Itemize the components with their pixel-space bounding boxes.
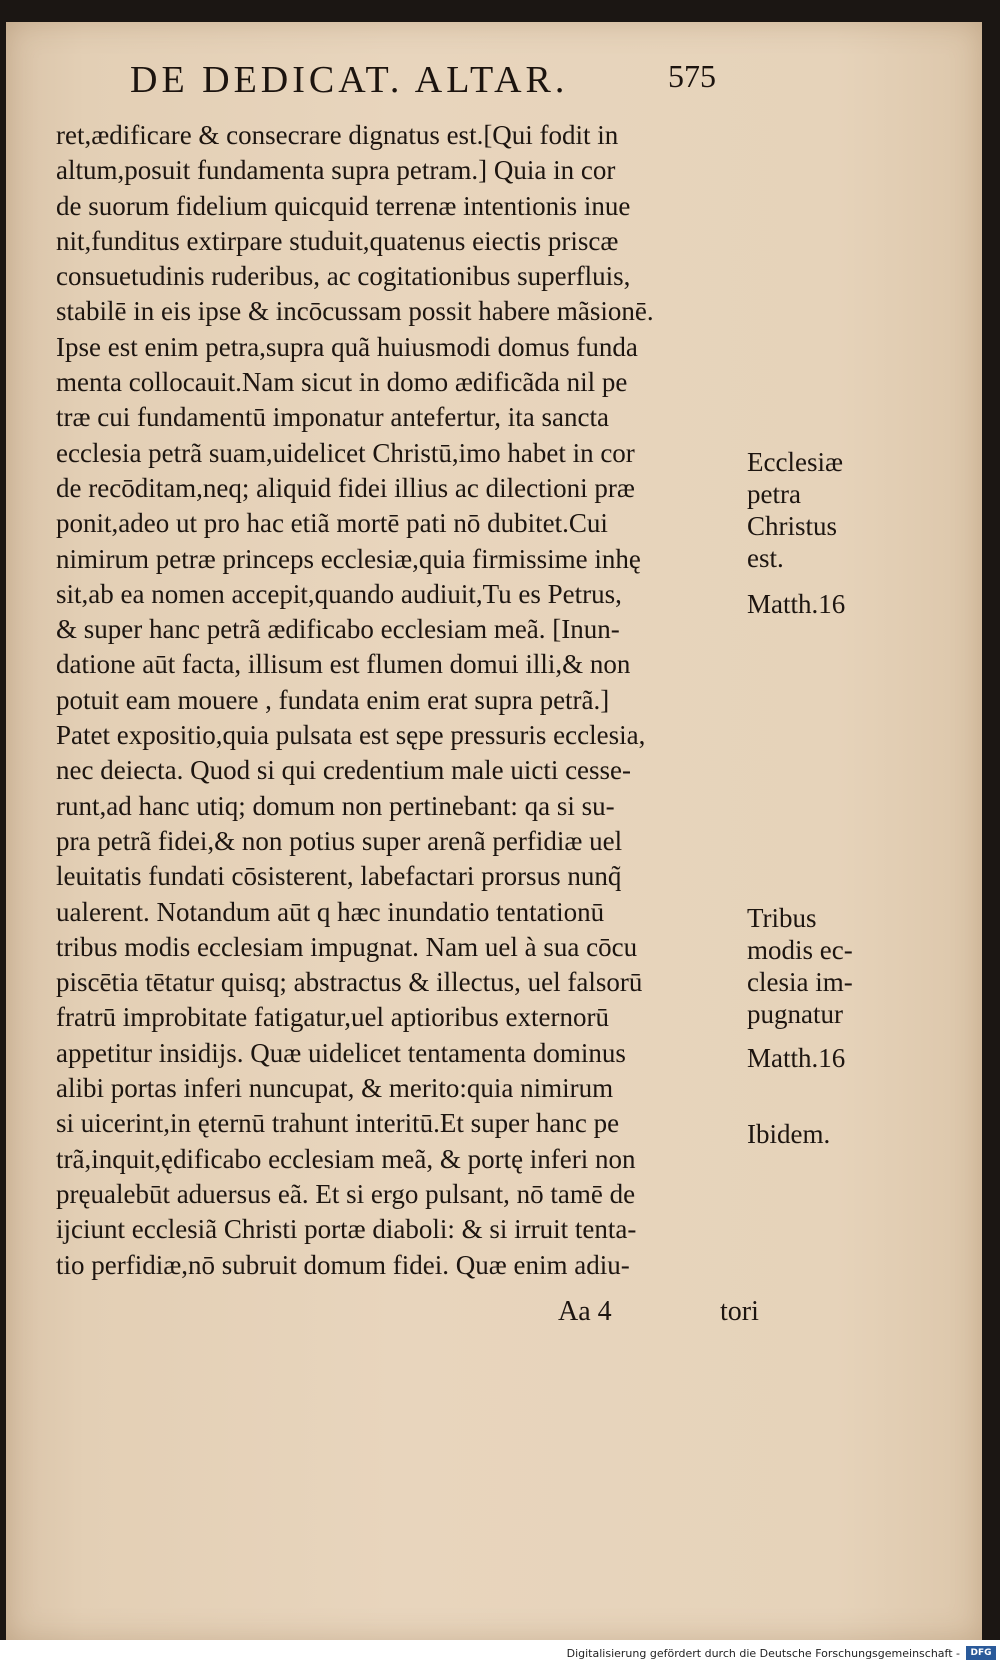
body-line: fratrū improbitate fatigatur,uel aptioribus externorū <box>56 1002 609 1033</box>
body-line: potuit eam mouere , fundata enim erat supra petrã.] <box>56 684 610 715</box>
digitization-credit: Digitalisierung gefördert durch die Deutsche Forschungsgemeinschaft - <box>566 1647 960 1660</box>
body-line: nec deiecta. Quod si qui credentium male uicti cesse- <box>56 755 632 786</box>
margin-note-line: Matth.16 <box>747 589 846 619</box>
margin-note-line: est. <box>747 543 784 573</box>
body-line: de recōditam,neq; aliquid fidei illius ac dilectioni præ <box>56 472 635 503</box>
margin-note-matth <box>747 588 845 620</box>
body-line: piscētia tētatur quisq; abstractus & illectus, uel falsorū <box>56 967 643 998</box>
body-line: tribus modis ecclesiam impugnat. Nam uel à sua cōcu <box>56 931 638 962</box>
body-line: leuitatis fundati cōsisterent, labefactari prorsus nunq̃ <box>56 861 622 892</box>
body-line: sit,ab ea nomen accepit,quando audiuit,Tu es Petrus, <box>56 578 622 609</box>
dfg-logo-icon: DFG <box>966 1646 996 1660</box>
body-line: ecclesia petrã suam,uidelicet Christū,imo habet in cor <box>56 437 635 468</box>
margin-note-line: clesia im- <box>747 967 853 997</box>
body-line: tio perfidiæ,nō subruit domum fidei. Quæ enim adiu- <box>56 1249 630 1280</box>
body-line: menta collocauit.Nam sicut in domo ædificãda nil pe <box>56 367 628 398</box>
margin-note-line: pugnatur <box>747 999 843 1029</box>
margin-note-line: modis ec- <box>747 935 853 965</box>
body-line: de suorum fidelium quicquid terrenæ intentionis inue <box>56 190 631 221</box>
body-line: alibi portas inferi nuncupat, & merito:quia nimirum <box>56 1073 614 1104</box>
margin-note-line: petra <box>747 479 801 509</box>
body-line: stabilē in eis ipse & incōcussam possit habere mãsionē. <box>56 296 654 327</box>
digitization-credit-bar <box>0 1640 1000 1668</box>
body-line: ret,ædificare & consecrare dignatus est.[Qui fodit in <box>56 120 619 150</box>
margin-note-line: Christus <box>747 511 838 541</box>
margin-note-ibidem <box>747 1118 830 1150</box>
signature-mark: Aa 4 <box>558 1296 612 1327</box>
margin-note-line: Tribus <box>747 903 817 933</box>
body-line: si uicerint,in ęternū trahunt interitū.Et super hanc pe <box>56 1108 620 1139</box>
body-line: træ cui fundamentū imponatur antefertur, ita sancta <box>56 402 609 433</box>
body-line: altum,posuit fundamenta supra petram.] Quia in cor <box>56 155 616 186</box>
page-number: 575 <box>668 58 716 94</box>
margin-note-line: Matth.16 <box>747 1043 846 1073</box>
body-line: pra petrã fidei,& non potius super arenã perfidiæ uel <box>56 825 623 856</box>
margin-note-line: Ecclesiæ <box>747 447 843 477</box>
body-line: & super hanc petrã ædificabo ecclesiam meã. [Inun- <box>56 614 620 645</box>
body-line: consuetudinis ruderibus, ac cogitationibus superfluis, <box>56 261 631 292</box>
body-line: Patet expositio,quia pulsata est sępe pressuris ecclesia, <box>56 720 646 751</box>
margin-note-line: Ibidem. <box>747 1119 831 1149</box>
margin-note-matth-2 <box>747 1042 845 1074</box>
body-text <box>56 118 746 1283</box>
body-line: ponit,adeo ut pro hac etiã mortē pati nō dubitet.Cui <box>56 508 608 539</box>
body-line: nit,funditus extirpare studuit,quatenus eiectis priscæ <box>56 225 619 256</box>
body-line: ualerent. Notandum aūt q hæc inundatio tentationū <box>56 896 605 927</box>
margin-note-ecclesiae-petra <box>747 446 843 574</box>
body-line: pręualebūt aduersus eã. Et si ergo pulsant, nō tamē de <box>56 1178 636 1209</box>
body-line: appetitur insidijs. Quæ uidelicet tentamenta dominus <box>56 1037 626 1068</box>
body-line: runt,ad hanc utiq; domum non pertinebant: qa si su- <box>56 790 615 821</box>
body-line: nimirum petræ princeps ecclesiæ,quia firmissime inhę <box>56 543 641 574</box>
body-line: ijciunt ecclesiã Christi portæ diaboli: & si irruit tenta- <box>56 1214 637 1245</box>
body-line: trã,inquit,ędificabo ecclesiam meã, & portę inferi non <box>56 1143 636 1174</box>
margin-note-tribus-modis <box>747 902 853 1030</box>
body-line: datione aūt facta, illisum est flumen domui illi,& non <box>56 649 631 680</box>
body-line: Ipse est enim petra,supra quã huiusmodi domus funda <box>56 331 638 362</box>
running-header: DE DEDICAT. ALTAR. <box>130 59 569 101</box>
catchword: tori <box>720 1296 759 1327</box>
